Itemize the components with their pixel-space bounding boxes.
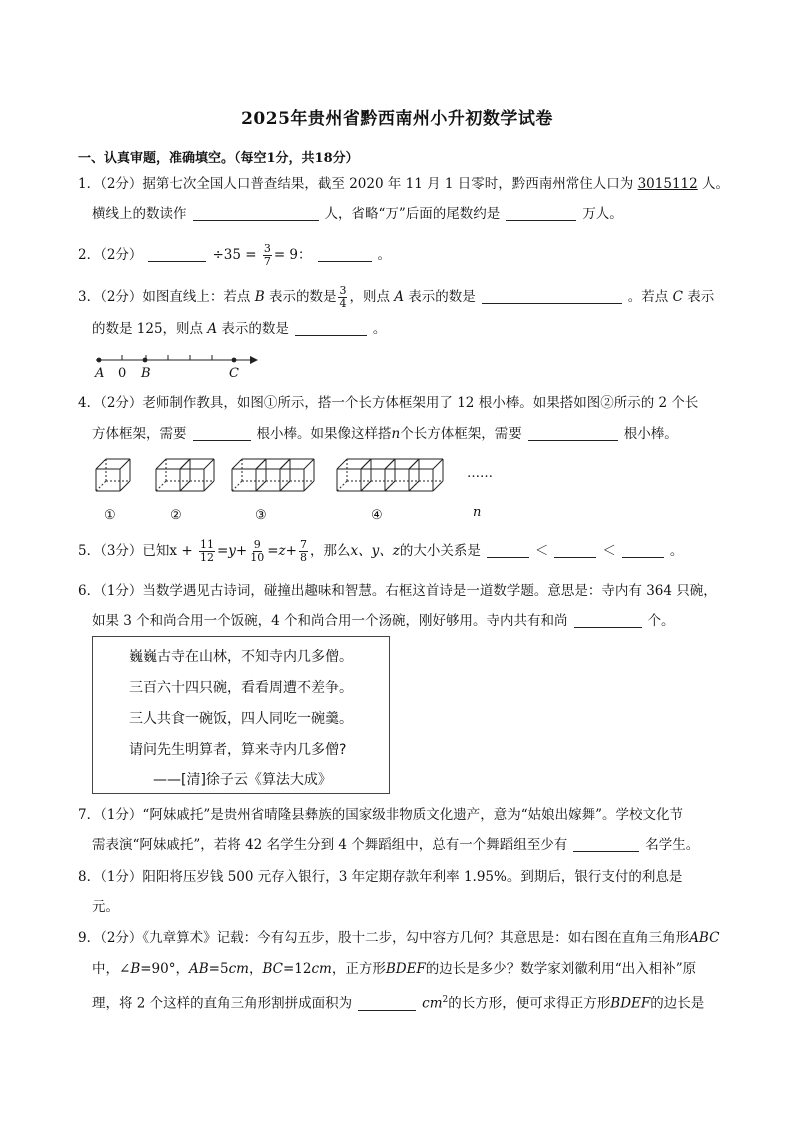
figure-label-1: ① bbox=[104, 508, 116, 523]
answer-blank[interactable] bbox=[528, 426, 618, 441]
q1-text-2: 横线上的数读作 bbox=[92, 206, 187, 222]
answer-blank[interactable] bbox=[482, 289, 622, 304]
cuboid-figures bbox=[94, 455, 454, 505]
q3-text: 3．（2分）如图直线上：若点 bbox=[78, 289, 251, 305]
cuboid-edge bbox=[96, 459, 106, 469]
q9-text-7: 的边长是多少？数学家刘徽利用“出入相补”原 bbox=[425, 961, 697, 977]
angle-b: B bbox=[130, 961, 141, 977]
question-7-line-1: 7．（1分）“阿妹戚托”是贵州省晴隆县彝族的国家级非物质文化遗产，意为“姑娘出嫁舞”。学校文化节 bbox=[78, 807, 684, 823]
cuboid-edge bbox=[204, 459, 214, 469]
variables-xyz: x、y、z bbox=[350, 543, 400, 559]
poem-box bbox=[92, 636, 390, 794]
answer-blank[interactable] bbox=[574, 613, 642, 628]
cuboid-edge bbox=[361, 459, 371, 469]
figure-label-3: ③ bbox=[255, 508, 267, 523]
q2-text-3: = 9： bbox=[273, 247, 312, 263]
q5-plus-2: + bbox=[285, 543, 297, 559]
question-2 bbox=[78, 243, 391, 268]
question-3-line-1 bbox=[78, 285, 714, 310]
cuboid-edge bbox=[204, 481, 214, 491]
point-a: A bbox=[394, 289, 404, 305]
q3-text-6: 表示 bbox=[687, 289, 715, 305]
question-3-line-2 bbox=[92, 320, 386, 338]
variable-n: n bbox=[391, 426, 401, 442]
cuboid-edge bbox=[156, 481, 166, 491]
fraction-7-8: $\frac{7}{8}$ bbox=[299, 538, 307, 564]
numberline-label-c: C bbox=[229, 366, 239, 381]
cuboid-edge bbox=[280, 459, 290, 469]
question-5 bbox=[78, 538, 683, 564]
q5-text-2: ，那么 bbox=[309, 543, 351, 559]
variable-y: y bbox=[228, 543, 236, 559]
q9-comma: ， bbox=[248, 961, 263, 977]
answer-blank[interactable] bbox=[573, 837, 639, 852]
q7-text: 需表演“阿妹戚托”，若将 42 名学生分到 4 个舞蹈组中，总有一个舞蹈组至少有 bbox=[92, 837, 568, 853]
q3-text-2: 表示的数是 bbox=[268, 289, 337, 305]
q3-text-3: ，则点 bbox=[349, 289, 390, 305]
q5-text-3: 的大小关系是 bbox=[399, 543, 481, 559]
cuboid-edge bbox=[304, 481, 314, 491]
less-than-2: ＜ bbox=[602, 543, 616, 559]
poem-line-1: 巍巍古寺在山林，不知寺内几多僧。 bbox=[129, 649, 353, 665]
q4-text: 方体框架，需要 bbox=[92, 426, 187, 442]
section-heading: 一、认真审题，准确填空。（每空1分，共18分） bbox=[78, 151, 359, 166]
less-than-1: ＜ bbox=[534, 543, 549, 559]
figure-label-n: n bbox=[473, 505, 482, 520]
square-bdef: BDEF bbox=[385, 961, 426, 977]
q7-text-2: 名学生。 bbox=[645, 837, 700, 853]
answer-blank[interactable] bbox=[358, 996, 416, 1011]
q4-text-4: 根小棒。 bbox=[623, 426, 678, 442]
fraction-3-4: $\frac{3}{4}$ bbox=[339, 284, 347, 310]
question-4-line-1: 4．（2分）老师制作教具，如图①所示，搭一个长方体框架用了 12 根小棒。如果搭如图②所示的 2 个长 bbox=[78, 395, 699, 411]
unit-cm: cm bbox=[422, 995, 443, 1012]
q9-text-2: 中，∠ bbox=[92, 961, 131, 977]
poem-line-4: 请问先生明算者，算来寺内几多僧? bbox=[129, 742, 347, 758]
figure-label-4: ④ bbox=[371, 508, 383, 523]
q3-text-9: 。 bbox=[372, 321, 387, 337]
q2-text: 2．（2分） bbox=[78, 247, 143, 263]
fraction-9-10: $\frac{9}{10}$ bbox=[250, 538, 265, 564]
q1-text: 1．（2分）据第七次全国人口普查结果，截至 2020 年 11 月 1 日零时，黔西南州常住人口为 bbox=[78, 176, 638, 192]
point-a: A bbox=[207, 321, 218, 337]
question-9-line-3 bbox=[92, 991, 704, 1013]
cuboid-edge bbox=[232, 481, 242, 491]
question-4-line-2 bbox=[92, 425, 678, 443]
cuboid-edge bbox=[180, 459, 190, 469]
cuboid-edge bbox=[337, 481, 347, 491]
q5-eq-2: = bbox=[267, 543, 279, 559]
cuboid-edge bbox=[232, 459, 242, 469]
question-9-line-2 bbox=[92, 960, 696, 978]
unit-cm: cm bbox=[228, 961, 249, 977]
poem-line-2: 三百六十四只碗，看看周遭不差争。 bbox=[129, 680, 353, 696]
answer-blank[interactable] bbox=[148, 247, 206, 262]
question-9-line-1 bbox=[78, 929, 719, 947]
question-1-line-2 bbox=[92, 205, 623, 223]
q1-text-4: 万人。 bbox=[582, 206, 623, 222]
answer-blank[interactable] bbox=[193, 426, 251, 441]
triangle-abc: ABC bbox=[689, 930, 720, 946]
q6-text-2: 个。 bbox=[647, 613, 675, 629]
side-ab: AB bbox=[188, 961, 209, 977]
q2-text-4: 。 bbox=[377, 247, 392, 263]
side-bc: BC bbox=[262, 961, 283, 977]
poem-source: ——[清]徐子云《算法大成》 bbox=[153, 772, 332, 788]
cuboid-edge bbox=[385, 459, 395, 469]
square-bdef: BDEF bbox=[610, 995, 651, 1012]
cuboid-edge bbox=[120, 459, 130, 469]
q2-text-2: ÷35 = bbox=[212, 247, 257, 263]
fraction-3-7: $\frac{3}{7}$ bbox=[263, 242, 271, 268]
cuboid-edge bbox=[433, 481, 443, 491]
q5-eq: = bbox=[216, 543, 229, 559]
cuboid-edge bbox=[433, 459, 443, 469]
q1-text-3: 人，省略“万”后面的尾数约是 bbox=[324, 206, 501, 222]
numberline-label-b: B bbox=[141, 366, 151, 381]
cuboid-edge bbox=[120, 481, 130, 491]
answer-blank[interactable] bbox=[506, 206, 576, 221]
q9-text-6: ，正方形 bbox=[331, 961, 386, 977]
q4-text-3: 个长方体框架，需要 bbox=[400, 426, 522, 442]
q9-text-3: =90°， bbox=[140, 961, 189, 977]
question-8-line-1: 8．（1分）阳阳将压岁钱 500 元存入银行，3 年定期存款年利率 1.95%。到期后，银行支付的利息是 bbox=[78, 869, 683, 885]
figure-dots: …… bbox=[467, 466, 493, 481]
q9-text-5: =12 bbox=[282, 961, 312, 977]
q3-text-7: 的数是 125，则点 bbox=[92, 321, 204, 337]
fraction-11-12: $\frac{11}{12}$ bbox=[199, 538, 214, 564]
answer-blank[interactable] bbox=[295, 321, 367, 336]
question-1-line-1 bbox=[78, 175, 729, 193]
answer-blank[interactable] bbox=[318, 247, 372, 262]
q9-text-10: 的边长是 bbox=[650, 995, 705, 1012]
q9-text-4: =5 bbox=[208, 961, 229, 977]
q1-text-end: 人。 bbox=[697, 176, 730, 192]
question-6-line-2 bbox=[92, 612, 675, 630]
cuboid-edge bbox=[156, 459, 166, 469]
unit-cm: cm bbox=[311, 961, 332, 977]
question-6-line-1: 6．（1分）当数学遇见古诗词，碰撞出趣味和智慧。右框这首诗是一道数学题。意思是：寺内有 364 只碗， bbox=[78, 583, 717, 599]
point-b: B bbox=[254, 289, 265, 305]
cuboid-edge bbox=[337, 459, 347, 469]
q4-text-2: 根小棒。如果像这样搭 bbox=[256, 426, 392, 442]
q5-text: 5．（3分）已知x + bbox=[78, 543, 193, 559]
numberline-label-a: A bbox=[95, 366, 105, 381]
question-8-line-2: 元。 bbox=[92, 899, 119, 915]
answer-blank[interactable] bbox=[487, 543, 529, 558]
q6-text: 如果 3 个和尚合用一个饭碗，4 个和尚合用一个汤碗，刚好够用。寺内共有和尚 bbox=[92, 613, 568, 629]
numberline-label-0: 0 bbox=[118, 366, 127, 381]
q3-text-5: 。若点 bbox=[627, 289, 669, 305]
q9-text-9: 的长方形，便可求得正方形 bbox=[448, 995, 611, 1012]
answer-blank[interactable] bbox=[554, 543, 596, 558]
superscript-2: 2 bbox=[442, 995, 449, 1005]
poem-line-3: 三人共食一碗饭，四人同吃一碗羹。 bbox=[129, 711, 353, 727]
answer-blank[interactable] bbox=[193, 206, 319, 221]
answer-blank[interactable] bbox=[622, 543, 664, 558]
q5-end: 。 bbox=[669, 543, 684, 559]
question-7-line-2 bbox=[92, 836, 699, 854]
variable-z: z bbox=[278, 543, 286, 559]
cuboid-edge bbox=[304, 459, 314, 469]
point-c: C bbox=[672, 289, 683, 305]
page-title: 2025年贵州省黔西南州小升初数学试卷 bbox=[241, 109, 553, 129]
cuboid-edge bbox=[96, 481, 106, 491]
q3-text-8: 表示的数是 bbox=[221, 321, 289, 337]
cuboid-edge bbox=[409, 459, 419, 469]
cuboid-edge bbox=[256, 459, 266, 469]
figure-label-2: ② bbox=[170, 508, 182, 523]
q3-text-4: 表示的数是 bbox=[408, 289, 476, 305]
q5-plus: + bbox=[235, 543, 248, 559]
q9-text: 9．（2分）《九章算术》记载：今有勾五步，股十二步，勾中容方几何？其意思是：如右图在直角三角形 bbox=[78, 930, 690, 946]
q9-text-8: 理，将 2 个这样的直角三角形割拼成面积为 bbox=[92, 995, 353, 1012]
population-number: 3015112 bbox=[637, 176, 698, 192]
